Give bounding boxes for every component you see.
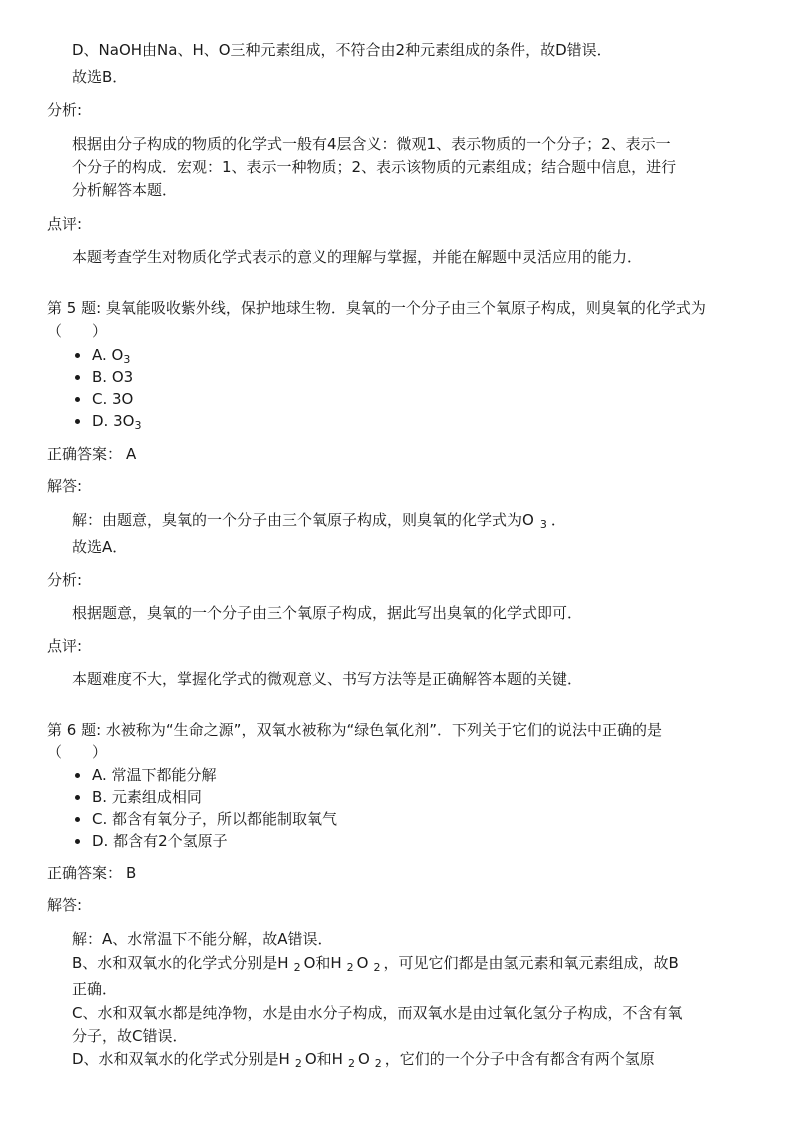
q6-question-line-2: （ ） (47, 743, 108, 761)
prev-analysis-line-2: 个分子的构成．宏观：1、表示一种物质；2、表示该物质的元素组成；结合题中信息，进行 (72, 158, 677, 176)
q6-answer-value: B (126, 864, 137, 882)
q5-option-a-subscript: 3 (123, 353, 131, 366)
q5-option-d (92, 411, 141, 431)
q6-solution-d-prefix: D、水和双氧水的化学式分别是H (72, 1050, 290, 1068)
q5-analysis-text: 根据题意，臭氧的一个分子由三个氧原子构成，据此写出臭氧的化学式即可． (72, 604, 583, 622)
prev-analysis-label: 分析: (47, 101, 83, 119)
q6-solution-b-mid-2: O (356, 954, 369, 972)
q5-solution-subscript: 3 (539, 518, 547, 531)
q6-solution-b-sub-1: 2 (293, 961, 301, 974)
q5-solution-label: 解答: (47, 477, 83, 495)
q6-solution-d-sub-3: 2 (374, 1057, 382, 1070)
q6-option-d: D. 都含有2个氢原子 (92, 832, 228, 850)
q5-comment-label: 点评: (47, 637, 83, 655)
q5-solution-end: ． (550, 511, 566, 529)
prev-analysis-line-1: 根据由分子构成的物质的化学式一般有4层含义：微观1、表示物质的一个分子；2、表示一 (72, 135, 671, 153)
q6-solution-line-c2: 分子，故C错误． (72, 1027, 188, 1045)
q5-question-line-1: 第 5 题: 臭氧能吸收紫外线，保护地球生物．臭氧的一个分子由三个氧原子构成，则臭氧的化学式为 (47, 299, 706, 317)
q5-option-a-text: A. O (92, 346, 124, 364)
q6-solution-line-b1 (72, 953, 679, 973)
q6-solution-d-mid-1: O和H (304, 1050, 343, 1068)
q5-option-a (92, 345, 130, 365)
prev-analysis-line-3: 分析解答本题． (72, 181, 178, 199)
q5-option-d-subscript: 3 (134, 419, 142, 432)
q5-question-line-2: （ ） (47, 322, 108, 340)
q5-answer (47, 444, 136, 464)
q5-answer-label: 正确答案： (47, 445, 123, 463)
q5-analysis-label: 分析: (47, 571, 83, 589)
prev-comment-label: 点评: (47, 215, 83, 233)
q6-option-b: B. 元素组成相同 (92, 788, 202, 806)
q6-solution-label: 解答: (47, 896, 83, 914)
prev-solution-line-d: D、NaOH由Na、H、O三种元素组成，不符合由2种元素组成的条件，故D错误． (72, 41, 612, 59)
q5-answer-value: A (126, 445, 137, 463)
q6-solution-d-sub-1: 2 (294, 1057, 302, 1070)
q6-solution-d-mid-2: O (357, 1050, 370, 1068)
q6-solution-line-b2: 正确． (72, 980, 118, 998)
q6-answer (47, 863, 136, 883)
q6-option-c: C. 都含有氧分子，所以都能制取氧气 (92, 810, 338, 828)
prev-solution-conclusion: 故选B． (72, 68, 128, 86)
q6-solution-line-c1: C、水和双氧水都是纯净物，水是由水分子构成，而双氧水是由过氧化氢分子构成，不含有氧 (72, 1004, 683, 1022)
q6-solution-b-sub-3: 2 (373, 961, 381, 974)
q6-answer-label: 正确答案： (47, 864, 123, 882)
q6-solution-b-mid-1: O和H (303, 954, 342, 972)
q5-solution-line-1 (72, 510, 566, 530)
q6-solution-b-suffix: ，可见它们都是由氢元素和氧元素组成，故B (383, 954, 679, 972)
q5-solution-conclusion: 故选A． (72, 538, 128, 556)
q6-solution-b-prefix: B、水和双氧水的化学式分别是H (72, 954, 289, 972)
q6-solution-line-a: 解：A、水常温下不能分解，故A错误． (72, 930, 333, 948)
q6-question-line-1: 第 6 题: 水被称为“生命之源”，双氧水被称为“绿色氧化剂”．下列关于它们的说法中正确的是 (47, 721, 662, 739)
q6-solution-d-sub-2: 2 (347, 1057, 355, 1070)
q5-comment-text: 本题难度不大，掌握化学式的微观意义、书写方法等是正确解答本题的关键． (72, 670, 583, 688)
q5-option-c: C. 3O (92, 390, 134, 408)
q5-option-b: B. O3 (92, 368, 134, 386)
q6-solution-d-suffix: ，它们的一个分子中含有都含有两个氢原 (384, 1050, 655, 1068)
prev-comment-text: 本题考查学生对物质化学式表示的意义的理解与掌握，并能在解题中灵活应用的能力． (72, 248, 643, 266)
q6-option-a: A. 常温下都能分解 (92, 766, 217, 784)
q6-solution-line-d (72, 1049, 655, 1069)
q5-solution-text: 解：由题意，臭氧的一个分子由三个氧原子构成，则臭氧的化学式为O (72, 511, 534, 529)
q5-option-d-text: D. 3O (92, 412, 135, 430)
q6-solution-b-sub-2: 2 (346, 961, 354, 974)
